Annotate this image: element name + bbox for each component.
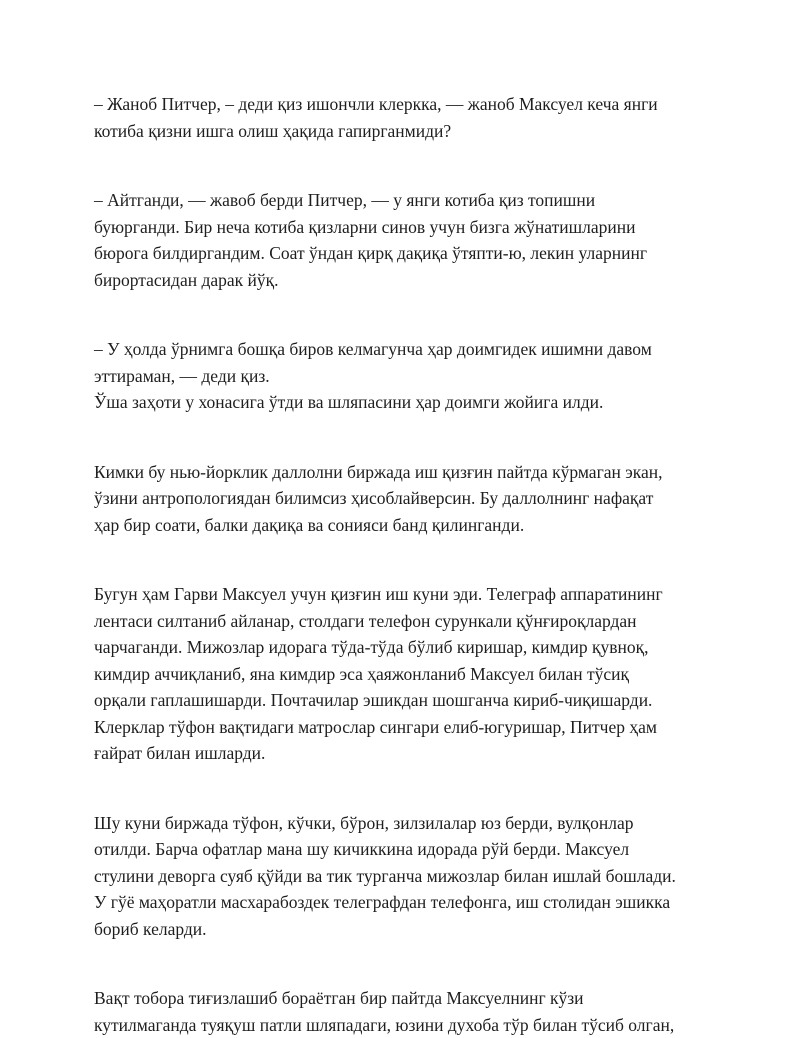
- text-line: – У ҳолда ўрнимга бошқа биров келмагунча ҳар доимгидек ишимни давом: [94, 336, 720, 363]
- text-line: – Айтганди, — жавоб берди Питчер, — у янги котиба қиз топишни: [94, 187, 720, 214]
- text-line: кимдир аччиқланиб, яна кимдир эса ҳаяжонланиб Максуел билан тўсиқ: [94, 661, 720, 688]
- text-line: Клерклар тўфон вақтидаги матрослар сингари елиб-югуришар, Питчер ҳам: [94, 714, 720, 741]
- paragraph-4: [94, 459, 720, 539]
- text-line: чарчаганди. Мижозлар идорага тўда-тўда бўлиб киришар, кимдир қувноқ,: [94, 634, 720, 661]
- text-line: буюрганди. Бир неча котиба қизларни синов учун бизга жўнатишларини: [94, 214, 720, 241]
- text-line: Бугун ҳам Гарви Максуел учун қизғин иш куни эди. Телеграф аппаратининг: [94, 581, 720, 608]
- paragraph-5: [94, 581, 720, 767]
- text-line: – Жаноб Питчер, – деди қиз ишончли клеркка, — жаноб Максуел кеча янги: [94, 91, 720, 118]
- text-line: У гўё маҳоратли масхарабоздек телеграфдан телефонга, иш столидан эшикка: [94, 889, 720, 916]
- text-line: котиба қизни ишга олиш ҳақида гапирганмиди?: [94, 118, 720, 145]
- text-line: Ўша заҳоти у хонасига ўтди ва шляпасини ҳар доимги жойига илди.: [94, 389, 720, 416]
- text-line: стулини деворга суяб қўйди ва тик турганча мижозлар билан ишлай бошлади.: [94, 863, 720, 890]
- paragraph-2: [94, 187, 720, 293]
- text-line: орқали гаплашишарди. Почтачилар эшикдан шошганча кириб-чиқишарди.: [94, 687, 720, 714]
- text-line: ҳар бир соати, балки дақиқа ва сонияси банд қилинганди.: [94, 512, 720, 539]
- paragraph-1: [94, 91, 720, 144]
- text-line: кутилмаганда туяқуш патли шляпадаги, юзини духоба тўр билан тўсиб олган,: [94, 1012, 720, 1038]
- paragraph-6: [94, 810, 720, 943]
- paragraph-7: [94, 985, 720, 1038]
- text-line: бориб келарди.: [94, 916, 720, 943]
- text-line: Шу куни биржада тўфон, кўчки, бўрон, зилзилалар юз берди, вулқонлар: [94, 810, 720, 837]
- paragraph-3: [94, 336, 720, 416]
- text-line: лентаси силтаниб айланар, столдаги телефон сурункали қўнғироқлардан: [94, 608, 720, 635]
- text-line: Вақт тобора тиғизлашиб бораётган бир пайтда Максуелнинг кўзи: [94, 985, 720, 1012]
- text-line: ғайрат билан ишларди.: [94, 740, 720, 767]
- text-line: Кимки бу нью-йорклик даллолни биржада иш қизғин пайтда кўрмаган экан,: [94, 459, 720, 486]
- text-line: эттираман, — деди қиз.: [94, 363, 720, 390]
- text-line: бирортасидан дарак йўқ.: [94, 267, 720, 294]
- text-line: отилди. Барча офатлар мана шу кичиккина идорада рўй берди. Максуел: [94, 836, 720, 863]
- text-line: ўзини антропологиядан билимсиз ҳисоблайверсин. Бу даллолнинг нафақат: [94, 485, 720, 512]
- text-line: бюрога билдиргандим. Соат ўндан қирқ дақиқа ўтяпти-ю, лекин уларнинг: [94, 240, 720, 267]
